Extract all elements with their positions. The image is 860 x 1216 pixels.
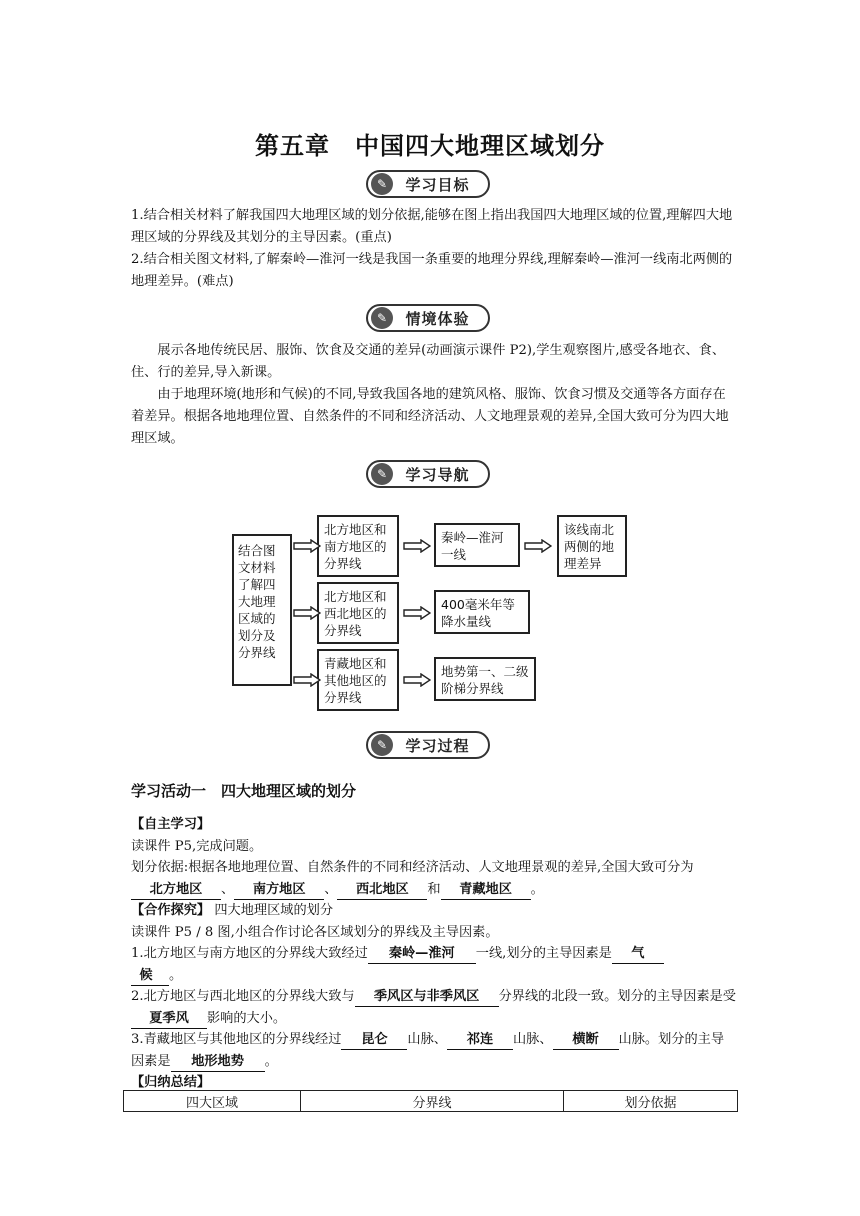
flow-branch-1-last: 该线南北两侧的地理差异 <box>557 515 627 577</box>
table-header-region: 四大区域 <box>124 1091 301 1112</box>
answer-monsoon-boundary: 季风区与非季风区 <box>355 988 499 1007</box>
flow-branch-2: 北方地区和西北地区的分界线 <box>317 582 399 644</box>
self-study-label: 【自主学习】 <box>131 817 211 832</box>
answer-terrain: 地形地势 <box>171 1053 265 1072</box>
scenario-paragraph-1: 展示各地传统民居、服饰、饮食及交通的差异(动画演示课件 P2),学生观察图片,感受各地衣、食、住、行的差异,导入新课。 <box>131 343 726 380</box>
process-badge <box>366 731 490 759</box>
objective-1: 1.结合相关材料了解我国四大地理区域的划分依据,能够在图上指出我国四大地理区域的位置,理解四大地理区域的分界线及其划分的主导因素。(重点) <box>131 208 733 245</box>
flow-root-box: 结合图文材料了解四大地理区域的划分及分界线 <box>232 534 292 686</box>
flow-branch-2-next: 400毫米年等降水量线 <box>434 590 530 634</box>
answer-qinling-huaihe: 秦岭—淮河 <box>368 945 476 964</box>
learning-flow-diagram <box>220 505 640 715</box>
q3-text: 3.青藏地区与其他地区的分界线经过 <box>131 1032 342 1047</box>
arrow-icon <box>403 606 431 620</box>
answer-climate-part-1: 气 <box>612 945 664 964</box>
self-study-intro: 读课件 P5,完成问题。 <box>131 838 263 854</box>
flow-branch-3-next: 地势第一、二级阶梯分界线 <box>434 657 536 701</box>
q2-text-2: 分界线的北段一致。划分的主导因素是受 <box>498 989 736 1004</box>
coop-question-1 <box>131 943 737 986</box>
answer-region-4: 青藏地区 <box>441 881 531 900</box>
scenario-paragraph-2: 由于地理环境(地形和气候)的不同,导致我国各地的建筑风格、服饰、饮食习惯及交通等各方面存在着差异。根据各地地理位置、自然条件的不同和经济活动、人文地理景观的差异,全国大致可分为四大地理区域。 <box>131 387 729 446</box>
scenario-badge <box>366 304 490 332</box>
arrow-icon <box>403 673 431 687</box>
q3-text-2: 山脉、 <box>407 1032 447 1047</box>
section-icon: ✎ <box>371 734 393 756</box>
coop-question-3 <box>131 1029 737 1072</box>
coop-heading <box>131 900 737 922</box>
q1-text-2: 一线,划分的主导因素是 <box>475 946 612 961</box>
answer-climate-part-2: 候 <box>131 967 169 986</box>
scenario-heading: 情境体验 <box>405 309 470 328</box>
separator: 、 <box>324 881 338 897</box>
flow-branch-1-next: 秦岭—淮河一线 <box>434 523 520 567</box>
period: 。 <box>530 881 544 897</box>
table-header-boundary: 分界线 <box>301 1091 564 1112</box>
activity-1-title: 学习活动一 四大地理区域的划分 <box>131 782 357 800</box>
answer-hengduan: 横断 <box>553 1031 619 1050</box>
answer-summer-monsoon: 夏季风 <box>131 1010 207 1029</box>
period: 。 <box>264 1053 278 1069</box>
q2-text: 2.北方地区与西北地区的分界线大致与 <box>131 989 355 1004</box>
coop-topic: 四大地理区域的划分 <box>214 903 334 918</box>
arrow-icon <box>293 539 321 553</box>
period: 。 <box>169 967 183 983</box>
q3-text-3: 山脉、 <box>512 1032 553 1047</box>
navigation-heading: 学习导航 <box>405 465 470 484</box>
coop-label: 【合作探究】 <box>131 903 211 918</box>
objectives-heading: 学习目标 <box>405 175 470 194</box>
basis-text: 划分依据:根据各地地理位置、自然条件的不同和经济活动、人文地理景观的差异,全国大致可分为 <box>131 860 694 875</box>
section-icon: ✎ <box>371 173 393 195</box>
activity-1-content <box>131 814 737 1094</box>
arrow-icon <box>524 539 552 553</box>
answer-region-1: 北方地区 <box>131 881 221 900</box>
coop-intro: 读课件 P5 / 8 图,小组合作讨论各区域划分的界线及主导因素。 <box>131 924 499 940</box>
answer-kunlun: 昆仑 <box>341 1031 407 1050</box>
separator: 、 <box>221 881 235 897</box>
navigation-badge <box>366 460 490 488</box>
scenario-text <box>131 340 737 450</box>
section-icon: ✎ <box>371 307 393 329</box>
answer-region-3: 西北地区 <box>337 881 427 900</box>
arrow-icon <box>403 539 431 553</box>
arrow-icon <box>293 606 321 620</box>
answer-region-2: 南方地区 <box>234 881 324 900</box>
answer-qilian: 祁连 <box>447 1031 513 1050</box>
q3-text-4: 山脉。划分的主导因素是 <box>131 1032 725 1069</box>
arrow-icon <box>293 673 321 687</box>
table-header-basis: 划分依据 <box>564 1091 738 1112</box>
summary-table <box>123 1090 738 1112</box>
q1-text: 1.北方地区与南方地区的分界线大致经过 <box>131 946 368 961</box>
self-study-basis <box>131 857 737 900</box>
coop-question-2 <box>131 986 737 1029</box>
chapter-title: 第五章 中国四大地理区域划分 <box>255 132 605 160</box>
q2-text-3: 影响的大小。 <box>207 1010 287 1026</box>
objectives-badge <box>366 170 490 198</box>
objective-2: 2.结合相关图文材料,了解秦岭—淮河一线是我国一条重要的地理分界线,理解秦岭—淮河一线南北两侧的地理差异。(难点) <box>131 252 733 289</box>
objectives-text <box>131 205 737 293</box>
flow-branch-3: 青藏地区和其他地区的分界线 <box>317 649 399 711</box>
flow-branch-1: 北方地区和南方地区的分界线 <box>317 515 399 577</box>
table-header-row <box>124 1091 738 1112</box>
separator: 和 <box>427 881 441 897</box>
summary-label: 【归纳总结】 <box>131 1075 211 1090</box>
process-heading: 学习过程 <box>405 736 470 755</box>
section-icon: ✎ <box>371 463 393 485</box>
